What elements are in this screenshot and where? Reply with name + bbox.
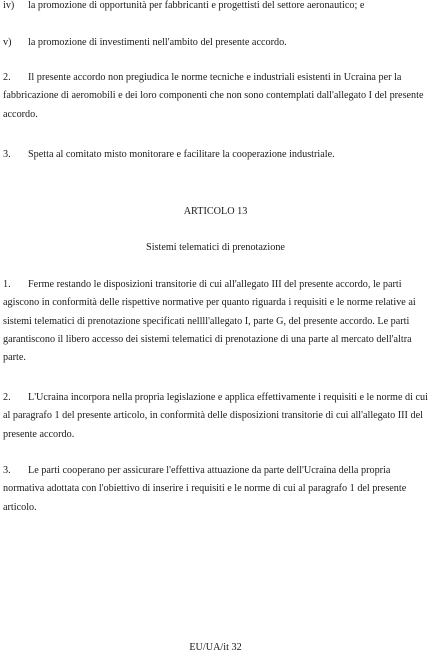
paragraph-2 [3, 69, 428, 124]
article-title: ARTICOLO 13 [183, 206, 248, 217]
paragraph-number: 2. [3, 72, 11, 83]
list-item-text: la promozione di investimenti nell'ambito del presente accordo. [28, 37, 287, 48]
paragraph-text: Le parti cooperano per assicurare l'effettiva attuazione da parte dell'Ucraina della propria normativa adottata con l'obiettivo di inserire i requisiti e le norme di cui al paragrafo 1 del presente articolo. [3, 465, 407, 513]
paragraph-number: 1. [3, 279, 11, 290]
paragraph-text: Ferme restando le disposizioni transitorie di cui all'allegato III del presente accordo, le parti agiscono in conformità delle rispettive normative per quanto riguarda i requisiti e le norme relative ai sistemi telematici di prenotazione specificati nellll'allegato I, parte G, del presente accordo. Le parti garantiscono il libero accesso dei sistemi telematici di prenotazione di una parte al mercato dell'altra parte. [3, 279, 416, 364]
paragraph-text: Spetta al comitato misto monitorare e facilitare la cooperazione industriale. [28, 149, 335, 160]
list-marker: iv) [3, 0, 15, 11]
list-marker: v) [3, 37, 12, 48]
list-item-text: la promozione di opportunità per fabbricanti e progettisti del settore aeronautico; e [28, 0, 365, 11]
paragraph-3 [3, 146, 428, 164]
page-footer: EU/UA/it 32 [189, 642, 242, 653]
article-subtitle: Sistemi telematici di prenotazione [146, 242, 285, 253]
article-paragraph-2 [3, 389, 428, 444]
article-paragraph-3 [3, 462, 428, 517]
paragraph-text: L'Ucraina incorpora nella propria legislazione e applica effettivamente i requisiti e le norme di cui al paragrafo 1 del presente articolo, in conformità delle disposizioni transitorie di cui all'allegato III del presente accordo. [3, 392, 428, 440]
paragraph-number: 3. [3, 465, 11, 476]
paragraph-text: Il presente accordo non pregiudica le norme tecniche e industriali esistenti in Ucraina per la fabbricazione di aeromobili e dei loro componenti che non sono contemplati dall'allegato I del presente accordo. [3, 72, 424, 120]
paragraph-number: 3. [3, 149, 11, 160]
article-paragraph-1 [3, 276, 428, 367]
paragraph-number: 2. [3, 392, 11, 403]
